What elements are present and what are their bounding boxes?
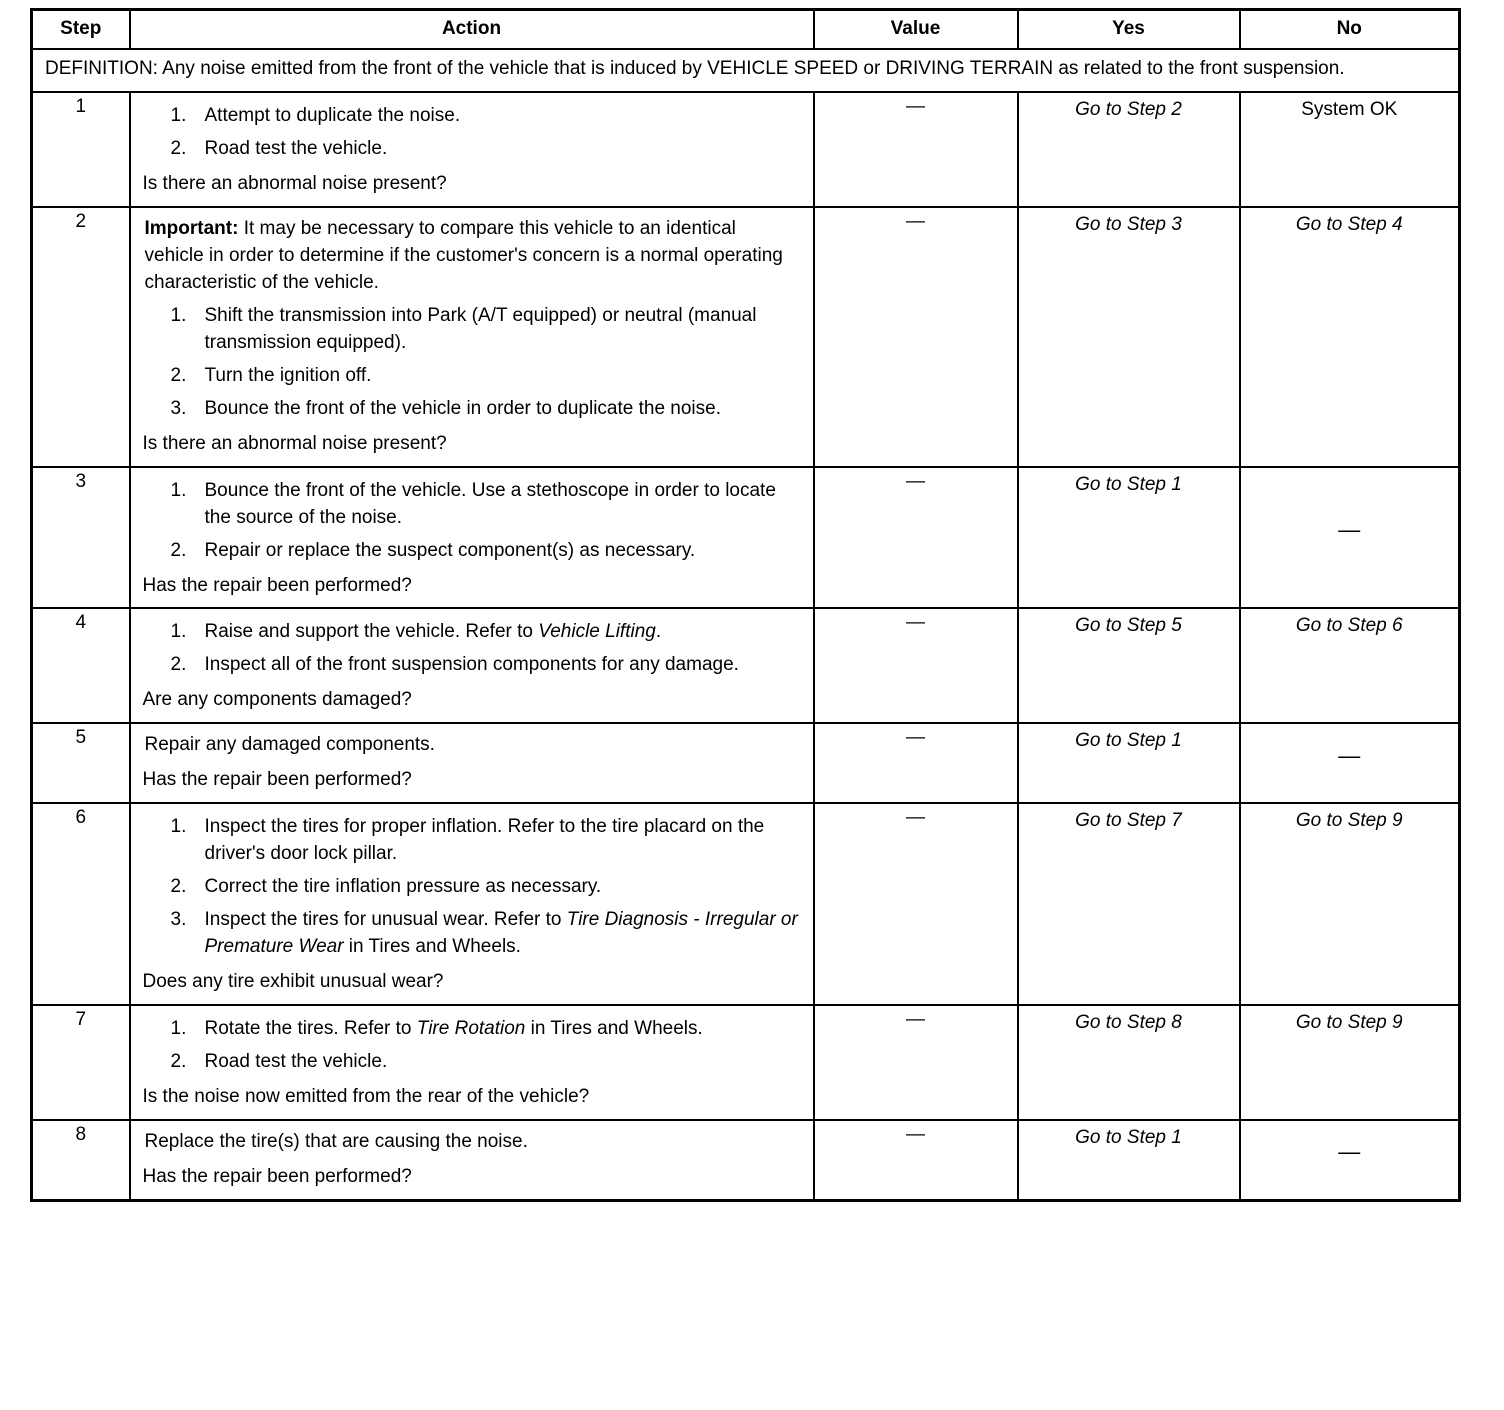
item-number: 1. <box>170 304 187 326</box>
action-item <box>171 363 801 390</box>
step-number: 8 <box>32 1120 130 1200</box>
action-text: Shift the transmission into Park (A/T equipped) or neutral (manual transmission equipped). <box>204 304 757 353</box>
action-item <box>171 619 801 646</box>
action-question: Is there an abnormal noise present? <box>142 172 447 194</box>
step-number: 3 <box>32 467 130 609</box>
action-paragraph <box>145 732 799 759</box>
item-number: 1. <box>170 1018 187 1040</box>
yes-cell: Go to Step 2 <box>1018 92 1240 207</box>
step-number: 2 <box>32 207 130 467</box>
step-row <box>32 1005 1460 1120</box>
step-row <box>32 803 1460 1005</box>
action-cell <box>130 467 814 609</box>
definition-text: DEFINITION: Any noise emitted from the front of the vehicle that is induced by VEHICLE SPEED or DRIVING TERRAIN as related to the front suspension. <box>32 49 1460 92</box>
action-text: Inspect the tires for unusual wear. Refer to <box>204 909 567 931</box>
action-text: Rotate the tires. Refer to <box>204 1018 417 1040</box>
item-text <box>205 396 801 423</box>
action-item <box>171 303 801 357</box>
action-text: Repair any damaged components. <box>144 734 435 756</box>
value-cell: — <box>814 467 1018 609</box>
action-text: Road test the vehicle. <box>204 137 388 159</box>
value-cell: — <box>814 1120 1018 1200</box>
action-text: Correct the tire inflation pressure as necessary. <box>204 876 602 898</box>
bold-lead-text: Important: <box>144 217 239 239</box>
item-text <box>205 303 801 357</box>
action-paragraph <box>145 1129 799 1156</box>
no-cell: Go to Step 9 <box>1240 1005 1460 1120</box>
action-text: Bounce the front of the vehicle. Use a stethoscope in order to locate the source of the noise. <box>204 479 776 528</box>
column-header-no: No <box>1240 10 1460 49</box>
yes-cell: Go to Step 8 <box>1018 1005 1240 1120</box>
column-header-action: Action <box>130 10 814 49</box>
value-cell: — <box>814 723 1018 803</box>
no-cell: — <box>1240 467 1460 609</box>
action-item <box>171 103 801 130</box>
action-cell <box>130 1120 814 1200</box>
action-text: in Tires and Wheels. <box>525 1018 703 1040</box>
step-row <box>32 1120 1460 1200</box>
item-number: 1. <box>170 479 187 501</box>
column-header-yes: Yes <box>1018 10 1240 49</box>
item-number: 1. <box>170 104 187 126</box>
action-question: Has the repair been performed? <box>142 769 412 791</box>
item-number: 2. <box>170 1051 187 1073</box>
action-question: Is the noise now emitted from the rear of the vehicle? <box>142 1086 590 1108</box>
no-cell: Go to Step 9 <box>1240 803 1460 1005</box>
italic-reference-text: Vehicle Lifting <box>538 621 656 643</box>
step-number: 6 <box>32 803 130 1005</box>
item-text <box>205 103 801 130</box>
step-number: 4 <box>32 608 130 723</box>
item-number: 2. <box>170 654 187 676</box>
action-text: Bounce the front of the vehicle in order to duplicate the noise. <box>204 397 721 419</box>
item-text <box>205 652 801 679</box>
yes-cell: Go to Step 1 <box>1018 723 1240 803</box>
no-cell: Go to Step 6 <box>1240 608 1460 723</box>
step-row <box>32 608 1460 723</box>
item-number: 1. <box>170 816 187 838</box>
item-number: 2. <box>170 876 187 898</box>
no-cell: — <box>1240 723 1460 803</box>
action-item <box>171 652 801 679</box>
action-item <box>171 136 801 163</box>
action-text: Attempt to duplicate the noise. <box>204 104 461 126</box>
action-item <box>171 1016 801 1043</box>
action-text: Road test the vehicle. <box>204 1051 388 1073</box>
action-text: Inspect the tires for proper inflation. Refer to the tire placard on the driver's door lock pillar. <box>204 816 765 865</box>
action-text: Turn the ignition off. <box>204 364 372 386</box>
item-number: 3. <box>170 397 187 419</box>
step-number: 1 <box>32 92 130 207</box>
action-text: Replace the tire(s) that are causing the noise. <box>144 1131 528 1153</box>
step-row <box>32 723 1460 803</box>
action-item <box>171 814 801 868</box>
italic-reference-text: Tire Rotation <box>416 1018 526 1040</box>
column-header-value: Value <box>814 10 1018 49</box>
item-text <box>205 874 801 901</box>
action-text: . <box>655 621 662 643</box>
value-cell: — <box>814 1005 1018 1120</box>
item-text <box>205 538 801 565</box>
action-cell <box>130 92 814 207</box>
action-question: Are any components damaged? <box>142 689 412 711</box>
action-item <box>171 874 801 901</box>
action-cell <box>130 608 814 723</box>
value-cell: — <box>814 608 1018 723</box>
step-row <box>32 92 1460 207</box>
action-item <box>171 907 801 961</box>
action-question: Has the repair been performed? <box>142 1166 412 1187</box>
action-question: Has the repair been performed? <box>142 574 412 596</box>
value-cell: — <box>814 207 1018 467</box>
yes-cell: Go to Step 7 <box>1018 803 1240 1005</box>
action-text: Inspect all of the front suspension components for any damage. <box>204 654 739 676</box>
item-number: 2. <box>170 137 187 159</box>
item-text <box>205 619 801 646</box>
item-number: 1. <box>170 621 187 643</box>
no-cell: Go to Step 4 <box>1240 207 1460 467</box>
item-text <box>205 363 801 390</box>
action-question: Is there an abnormal noise present? <box>142 432 447 454</box>
no-cell: — <box>1240 1120 1460 1200</box>
definition-row <box>32 49 1460 92</box>
action-text: in Tires and Wheels. <box>343 936 521 958</box>
item-text <box>205 814 801 868</box>
step-number: 5 <box>32 723 130 803</box>
yes-cell: Go to Step 1 <box>1018 467 1240 609</box>
yes-cell: Go to Step 1 <box>1018 1120 1240 1200</box>
italic-reference-text: Tire Diagnosis - Irregular or Premature Wear <box>204 909 798 958</box>
action-text: Repair or replace the suspect component(s) as necessary. <box>204 539 696 561</box>
table-body <box>32 49 1460 1201</box>
item-number: 2. <box>170 539 187 561</box>
step-row <box>32 207 1460 467</box>
yes-cell: Go to Step 3 <box>1018 207 1240 467</box>
item-text <box>205 136 801 163</box>
item-text <box>205 907 801 961</box>
diagnostic-table <box>30 8 1461 1202</box>
item-text <box>205 1049 801 1076</box>
header-row <box>32 10 1460 49</box>
action-cell <box>130 1005 814 1120</box>
column-header-step: Step <box>32 10 130 49</box>
value-cell: — <box>814 803 1018 1005</box>
no-cell: System OK <box>1240 92 1460 207</box>
action-question: Does any tire exhibit unusual wear? <box>142 971 444 993</box>
action-item <box>171 538 801 565</box>
action-item <box>171 396 801 423</box>
yes-cell: Go to Step 5 <box>1018 608 1240 723</box>
item-text <box>205 478 801 532</box>
action-item <box>171 1049 801 1076</box>
action-cell <box>130 723 814 803</box>
action-cell <box>130 803 814 1005</box>
action-text: It may be necessary to compare this vehicle to an identical vehicle in order to determine if the customer's concern is a normal operating characteristic of the vehicle. <box>144 217 783 293</box>
step-row <box>32 467 1460 609</box>
action-paragraph <box>145 216 799 297</box>
item-number: 3. <box>170 909 187 931</box>
action-item <box>171 478 801 532</box>
item-text <box>205 1016 801 1043</box>
item-number: 2. <box>170 364 187 386</box>
value-cell: — <box>814 92 1018 207</box>
step-number: 7 <box>32 1005 130 1120</box>
action-cell <box>130 207 814 467</box>
action-text: Raise and support the vehicle. Refer to <box>204 621 539 643</box>
